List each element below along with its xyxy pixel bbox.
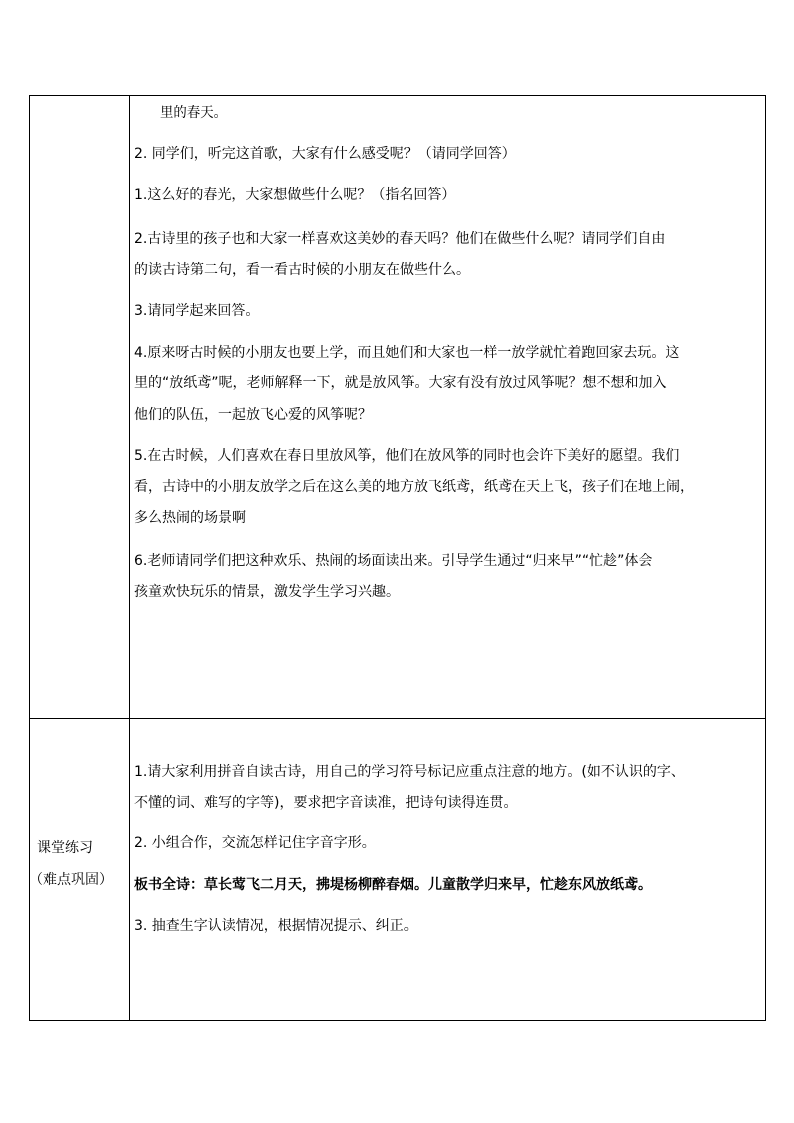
paragraph: 5.在古时候，人们喜欢在春日里放风筝，他们在放风筝的同时也会许下美好的愿望。我们	[134, 448, 680, 464]
blackboard-poem: 板书全诗：草长莺飞二月天，拂堤杨柳醉春烟。儿童散学归来早，忙趁东风放纸鸢。	[134, 877, 652, 893]
paragraph: 他们的队伍，一起放飞心爱的风筝呢？	[134, 407, 372, 423]
paragraph: 的读古诗第二句，看一看古时候的小朋友在做些什么。	[134, 262, 470, 278]
paragraph: 看，古诗中的小朋友放学之后在这么美的地方放飞纸鸢，纸鸢在天上飞，孩子们在地上闹，	[134, 479, 694, 495]
paragraph: 里的春天。	[160, 105, 228, 121]
column-divider	[129, 96, 130, 1020]
section-label: 课堂练习	[37, 840, 93, 856]
paragraph: 里的“放纸鸢”呢，老师解释一下，就是放风筝。大家有没有放过风筝呢？想不想和加入	[134, 375, 667, 391]
paragraph: 孩童欢快玩乐的情景，激发学生学习兴趣。	[134, 584, 400, 600]
paragraph: 2. 同学们，听完这首歌，大家有什么感受呢？（请同学回答）	[134, 146, 516, 162]
paragraph: 1.请大家利用拼音自读古诗，用自己的学习符号标记应重点注意的地方。(如不认识的字、	[134, 764, 685, 780]
paragraph: 1.这么好的春光，大家想做些什么呢？（指名回答）	[134, 187, 456, 203]
paragraph: 4.原来呀古时候的小朋友也要上学，而且她们和大家也一样一放学就忙着跑回家去玩。这	[134, 345, 680, 361]
paragraph: 不懂的词、难写的字等)，要求把字音读准，把诗句读得连贯。	[134, 795, 518, 811]
row-divider	[30, 718, 765, 719]
paragraph: 3. 抽查生字认读情况，根据情况提示、纠正。	[134, 918, 418, 934]
paragraph: 3.请同学起来回答。	[134, 303, 260, 319]
paragraph: 6.老师请同学们把这种欢乐、热闹的场面读出来。引导学生通过“归来早”“忙趁”体会	[134, 553, 653, 569]
section-sublabel: （难点巩固）	[29, 872, 113, 888]
paragraph: 2. 小组合作，交流怎样记住字音字形。	[134, 835, 376, 851]
paragraph: 多么热闹的场景啊	[134, 510, 246, 526]
paragraph: 2.古诗里的孩子也和大家一样喜欢这美妙的春天吗？他们在做些什么呢？请同学们自由	[134, 231, 666, 247]
